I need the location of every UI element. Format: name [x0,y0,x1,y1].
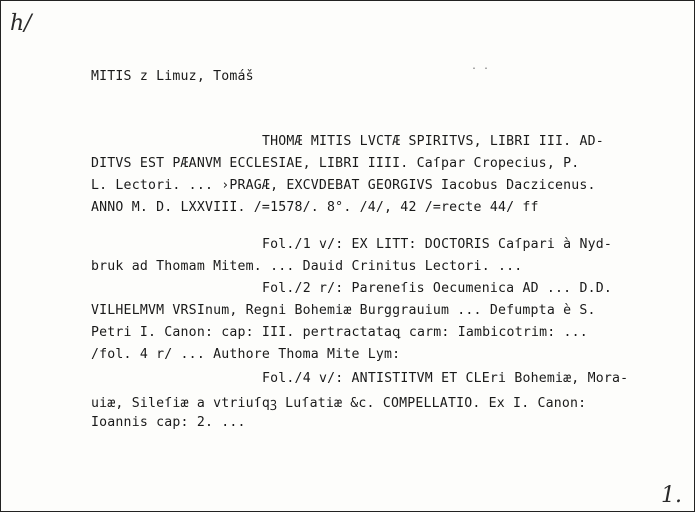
note-line-9: Ioannis cap: 2. ... [91,415,246,430]
note-line-1: Fol./1 v/: EX LITT: DOCTORIS Caſpari à Nyd- [262,237,613,252]
note-line-3: Fol./2 r/: Pareneſis Oecumenica AD ... D.D. [262,281,613,296]
card-heading: MITIS z Limuz, Tomáš [91,69,254,84]
note-line-4: VILHELMVM VRSInum, Regni Bohemiæ Burggrauium ... Defumpta è S. [91,303,596,318]
note-line-5: Petri I. Canon: cap: III. pertractataꝗ carm: Iambicotrim: ... [91,325,588,340]
note-line-2: bruk ad Thomam Mitem. ... Dauid Crinitus Lectori. ... [91,259,523,274]
entry-line-4: ANNO M. D. LXXVIII. /=1578/. 8°. /4/, 42 /=recte 44/ ff [91,200,539,215]
handwritten-corner-mark: h/ [10,11,32,36]
entry-line-2: DITVS EST PÆANVM ECCLESIAE, LIBRI IIII. Caſpar Cropecius, P. [91,156,580,171]
note-line-6: /fol. 4 r/ ... Authore Thoma Mite Lym: [91,347,401,362]
top-dots: . . [471,61,490,72]
handwritten-page-number: 1. [661,483,682,508]
entry-line-3: L. Lectori. ... ›PRAGÆ, EXCVDEBAT GEORGIVS Iacobus Daczicenus. [91,178,596,193]
note-line-8: uiæ, Sileſiæ a vtriuſqꝫ Luſatiæ &c. COMPELLATIO. Ex I. Canon: [91,396,587,411]
note-line-7: Fol./4 v/: ANTISTITVM ET CLEri Bohemiæ, Mora- [262,371,629,386]
entry-line-1: THOMÆ MITIS LVCTÆ SPIRITVS, LIBRI III. AD- [262,134,604,149]
